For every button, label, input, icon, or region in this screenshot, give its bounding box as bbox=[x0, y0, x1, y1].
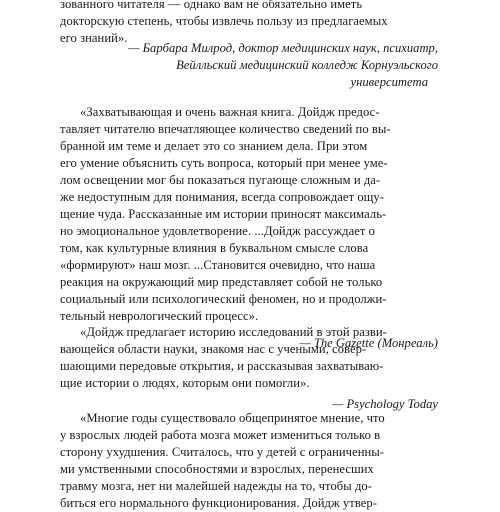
attribution-psychology-today: — Psychology Today bbox=[332, 397, 438, 411]
review-line: же недоступным для понимания, всегда сопровождает ощу- bbox=[60, 190, 385, 204]
intro-line: докторскую степень, чтобы извлечь пользу из предлагаемых bbox=[60, 14, 388, 28]
review-line: сторону ухудшения. Считалось, что у детей с ограниченны- bbox=[60, 445, 385, 459]
review-line: щение чуда. Рассказанные им истории приносят максималь- bbox=[60, 207, 387, 221]
attribution-line: — Барбара Милрод, доктор медицинских наук, психиатр, bbox=[128, 41, 438, 55]
attribution-line: Вейлльский медицинский колледж Корнуэльского bbox=[176, 58, 438, 72]
review-gazette bbox=[60, 104, 438, 352]
review-line: реакция на окружающий мир представляет собой не только bbox=[60, 275, 383, 289]
review-line: но эмоциональное удовлетворение. ...Дойдж рассуждает о bbox=[60, 224, 375, 238]
intro-line: его знаний». bbox=[60, 31, 128, 45]
review-line: тавляет читателю впечатляющее количество сведений по вы- bbox=[60, 122, 391, 136]
review-line: «Дойдж предлагает историю исследований в этой разви- bbox=[80, 325, 387, 339]
review-last bbox=[60, 410, 438, 512]
review-line: бранной им теме и делает это со знанием дела. При этом bbox=[60, 139, 368, 153]
review-line: шающими передовые открытия, и рассказывая захватываю- bbox=[60, 359, 384, 373]
review-line: у взрослых людей работа мозга может измениться только в bbox=[60, 428, 381, 442]
review-line: «Захватывающая и очень важная книга. Дойдж предос- bbox=[80, 105, 380, 119]
review-line: щие истории о людях, которым они помогли». bbox=[60, 376, 310, 390]
review-line: биться его нормального функционирования. Дойдж утвер- bbox=[60, 496, 377, 510]
review-line: травму мозга, нет ни малейшей надежды на то, чтобы до- bbox=[60, 479, 373, 493]
review-line: социальный или психологический феномен, но и продолжи- bbox=[60, 292, 387, 306]
review-line: «формируют» наш мозг. ...Становится очевидно, что наша bbox=[60, 258, 376, 272]
review-line: лом освещении мог бы показаться пугающе сложным и да- bbox=[60, 173, 381, 187]
review-line: «Многие годы существовало общепринятое мнение, что bbox=[80, 411, 385, 425]
review-line: его умение объяснить суть вопроса, который при менее уме- bbox=[60, 156, 388, 170]
attribution-gazette: — The Gazette (Монреаль) bbox=[299, 336, 438, 350]
intro-line: зованного читателя — однако вам не обязательно иметь bbox=[60, 0, 363, 11]
attribution-line: университета bbox=[350, 75, 428, 89]
attribution-milrod bbox=[60, 40, 438, 91]
review-line: том, как культурные влияния в буквальном смысле слова bbox=[60, 241, 369, 255]
review-psychology-today bbox=[60, 324, 438, 413]
review-line: тельный неврологический процесс». bbox=[60, 309, 259, 323]
review-line: ми умственными способностями и взрослых, перенесших bbox=[60, 462, 374, 476]
review-line: вающейся области науки, знакомя нас с учеными, совер- bbox=[60, 342, 367, 356]
